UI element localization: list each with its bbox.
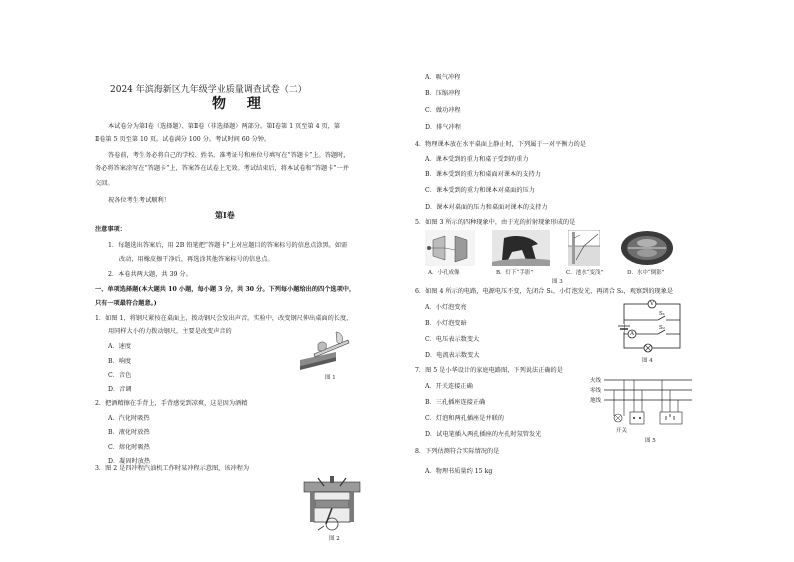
intro-line-1: 本试卷分为第Ⅰ卷（选择题）、第Ⅱ卷（非选择题）两部分。第Ⅰ卷第 1 页至第 4 页，第 [108, 123, 341, 130]
switch-s2-label: S₂ [659, 325, 665, 331]
notice-line-1: 1．每题选出答案后，用 2B 铅笔把“答题卡”上对应题目的答案标号的信息点涂黑。如需 [108, 242, 348, 249]
q4-option-a: A．课本受到的重力和桌子受到的重力 [425, 156, 529, 163]
q7-option-a: A．开关连接正确 [425, 383, 473, 390]
q4-option-b: B．课本受到的重力和桌面对课本的支持力 [425, 171, 541, 178]
pool-water-image [568, 230, 600, 266]
fig1-caption: 图 1 [325, 375, 336, 381]
q4-option-d: D．课本对桌面的压力和桌面对课本的支持力 [425, 204, 548, 211]
good-luck: 祝各位考生考试顺利！ [108, 197, 170, 204]
intro-line-5: 交回。 [95, 180, 114, 187]
q2-option-b: B．液化时放热 [108, 429, 150, 436]
subject-title: 物 理 [212, 96, 269, 112]
part-one-heading: 第Ⅰ卷 [215, 210, 235, 220]
notice-heading: 注意事项： [95, 226, 126, 233]
q6-option-d: D．电流表示数变大 [425, 352, 480, 359]
switch-s1-label: S₁ [659, 311, 665, 317]
q1-option-b: B．响度 [108, 358, 132, 365]
q5-caption-b: B．灯下“手影” [496, 270, 534, 276]
ruler-figure [296, 330, 350, 370]
q1-option-d: D．音调 [108, 386, 132, 393]
q2-option-d: D．凝固时放热 [108, 458, 151, 465]
engine-cylinder-figure [298, 476, 366, 532]
notice-line-3: 2．本卷共两大题，共 39 分。 [108, 271, 192, 278]
fig2-caption: 图 2 [329, 536, 340, 542]
q6-stem: 6．如图 4 所示的电路，电源电压不变，先闭合 S₁，小灯泡发光，再闭合 S₂，观察到的现象是 [415, 288, 674, 295]
q3-option-b: B．压缩冲程 [425, 90, 461, 97]
live-wire-label: 火线 [590, 378, 602, 384]
q1-option-c: C．音色 [108, 372, 132, 379]
q1-option-a: A．速度 [108, 343, 132, 350]
q6-option-b: B．小灯泡变暗 [425, 320, 467, 327]
q7-option-d: D．试电笔插入两孔插座的左孔时氖管发光 [425, 431, 542, 438]
ammeter-label: A [630, 331, 634, 337]
q2-option-c: C．熔化时吸热 [108, 444, 150, 451]
q3-stem: 3．图 2 是四冲程汽油机工作时某冲程示意图，该冲程为 [95, 465, 250, 472]
q5-stem: 5．如图 3 所示的四种现象中，由于光的折射现象形成的是 [415, 219, 576, 226]
q6-option-a: A．小灯泡变亮 [425, 304, 467, 311]
q4-option-c: C．课本受到的重力和课本对桌面的压力 [425, 187, 535, 194]
section-one-line-2: 只有一项最符合题意。) [95, 300, 157, 307]
q1-stem-2: 用同样大小的力拨动钢尺，主要是改变声音的 [108, 328, 232, 335]
q3-option-a: A．吸气冲程 [425, 74, 461, 81]
section-one-line-1: 一、单项选择题(本大题共 10 小题，每小题 3 分，共 30 分。下列每小题给出的四个选项中， [95, 286, 356, 293]
ground-wire-label: 地线 [590, 398, 602, 404]
q8-option-a: A．物理书质量约 15 kg [425, 468, 493, 475]
q6-option-c: C．电压表示数变大 [425, 336, 480, 343]
q2-option-a: A．汽化时吸热 [108, 415, 150, 422]
exam-title: 2024 年滨海新区九年级学业质量调查试卷（二） [110, 85, 307, 95]
neutral-wire-label: 零线 [590, 388, 602, 394]
notice-line-2: 改动，用橡皮擦干净后，再选涂其他答案标号的信息点。 [119, 256, 274, 263]
hand-shadow-image [492, 230, 550, 266]
q2-stem: 2．把酒精擦在手背上，手背感觉到凉爽，这是因为酒精 [95, 400, 248, 407]
intro-line-3: 答卷前，考生务必将自己的学校、姓名、准考证号和座位号填写在“答题卡”上。答题时， [108, 152, 350, 159]
water-reflection-image [620, 230, 674, 266]
q4-stem: 4．物理课本放在水平桌面上静止时，下列属于一对平衡力的是 [415, 141, 586, 148]
q5-caption-d: D．水中“倒影” [627, 270, 665, 276]
pinhole-image [425, 230, 475, 266]
q5-caption-a: A．小孔成像 [428, 270, 460, 276]
intro-line-2: Ⅱ卷第 5 页至第 10 页。试卷满分 100 分。考试时间 60 分钟。 [95, 136, 271, 143]
q7-option-b: B．三孔插座连接正确 [425, 399, 486, 406]
intro-line-4: 务必将答案涂写在“答题卡”上，答案答在试卷上无效。考试结束后，将本试卷和“答题卡”一并 [95, 165, 349, 172]
q7-option-c: C．灯泡和两孔插座是并联的 [425, 415, 504, 422]
q8-stem: 8．下列估测符合实际情况的是 [415, 448, 500, 455]
q7-stem: 7．图 5 是小华设计的家庭电路图，下列说法正确的是 [415, 367, 563, 374]
q3-option-c: C．做功冲程 [425, 107, 461, 114]
fig4-caption: 图 4 [642, 358, 653, 364]
voltmeter-label: V [650, 301, 654, 307]
q5-caption-c: C．池水“变浅” [566, 270, 604, 276]
fig3-caption: 图 3 [552, 279, 563, 285]
switch-label: 开关 [616, 428, 628, 434]
q1-stem-1: 1．如图 1，将钢尺紧按在桌面上，拨动钢尺会发出声音。实验中，改变钢尺伸出桌面的长度， [95, 315, 353, 322]
q3-option-d: D．排气冲程 [425, 124, 461, 131]
fig5-caption: 图 5 [645, 438, 656, 444]
